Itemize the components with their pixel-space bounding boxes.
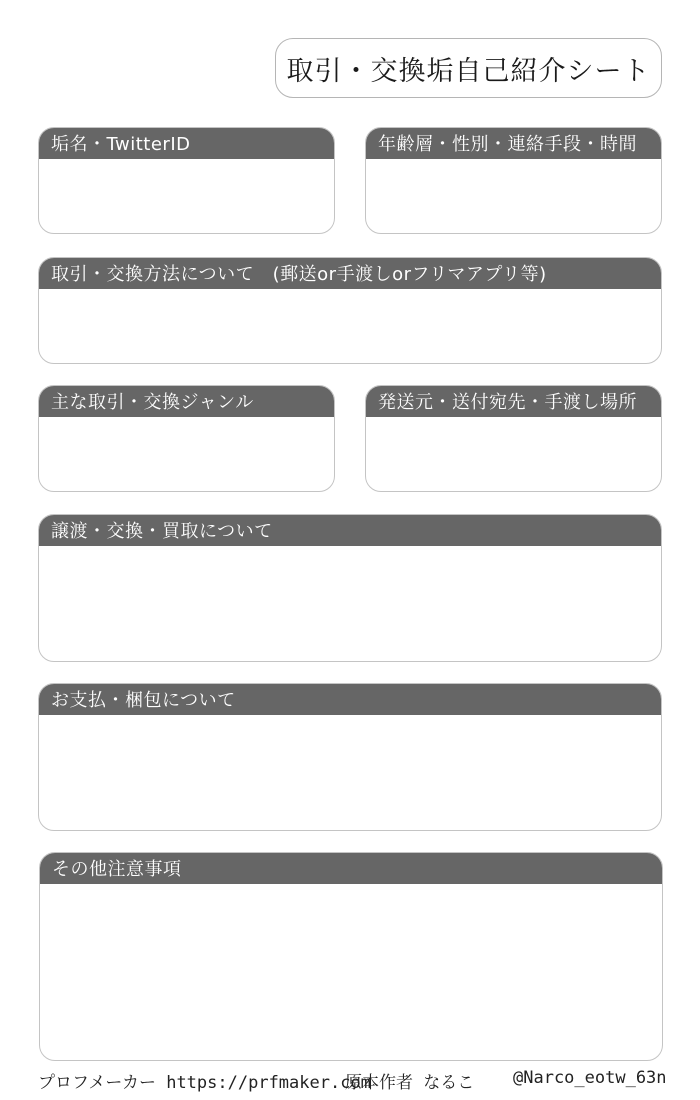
card-account xyxy=(38,127,335,234)
footer-maker: プロフメーカー https://prfmaker.com xyxy=(38,1073,371,1093)
footer-handle: @Narco_eotw_63n xyxy=(513,1068,667,1088)
card-transfer xyxy=(38,514,662,662)
card-account-field[interactable] xyxy=(39,159,334,233)
card-notes xyxy=(39,852,663,1061)
card-method-field[interactable] xyxy=(39,289,661,363)
card-genre-field[interactable] xyxy=(39,417,334,491)
card-payment-field[interactable] xyxy=(39,715,661,830)
card-transfer-label: 譲渡・交換・買取について xyxy=(39,515,661,546)
footer xyxy=(38,1068,668,1096)
card-notes-label: その他注意事項 xyxy=(40,853,662,884)
card-method xyxy=(38,257,662,364)
card-notes-field[interactable] xyxy=(40,884,662,1060)
card-shipping-label: 発送元・送付宛先・手渡し場所 xyxy=(366,386,661,417)
card-transfer-field[interactable] xyxy=(39,546,661,661)
card-genre-label: 主な取引・交換ジャンル xyxy=(39,386,334,417)
card-payment xyxy=(38,683,662,831)
card-method-label: 取引・交換方法について (郵送or手渡しorフリマアプリ等) xyxy=(39,258,661,289)
card-profile xyxy=(365,127,662,234)
card-shipping-field[interactable] xyxy=(366,417,661,491)
card-account-label: 垢名・TwitterID xyxy=(39,128,334,159)
sheet-title: 取引・交換垢自己紹介シート xyxy=(275,38,662,98)
footer-author: 原本作者 なるこ xyxy=(345,1073,475,1093)
card-profile-label: 年齢層・性別・連絡手段・時間 xyxy=(366,128,661,159)
card-profile-field[interactable] xyxy=(366,159,661,233)
card-shipping xyxy=(365,385,662,492)
card-payment-label: お支払・梱包について xyxy=(39,684,661,715)
card-genre xyxy=(38,385,335,492)
